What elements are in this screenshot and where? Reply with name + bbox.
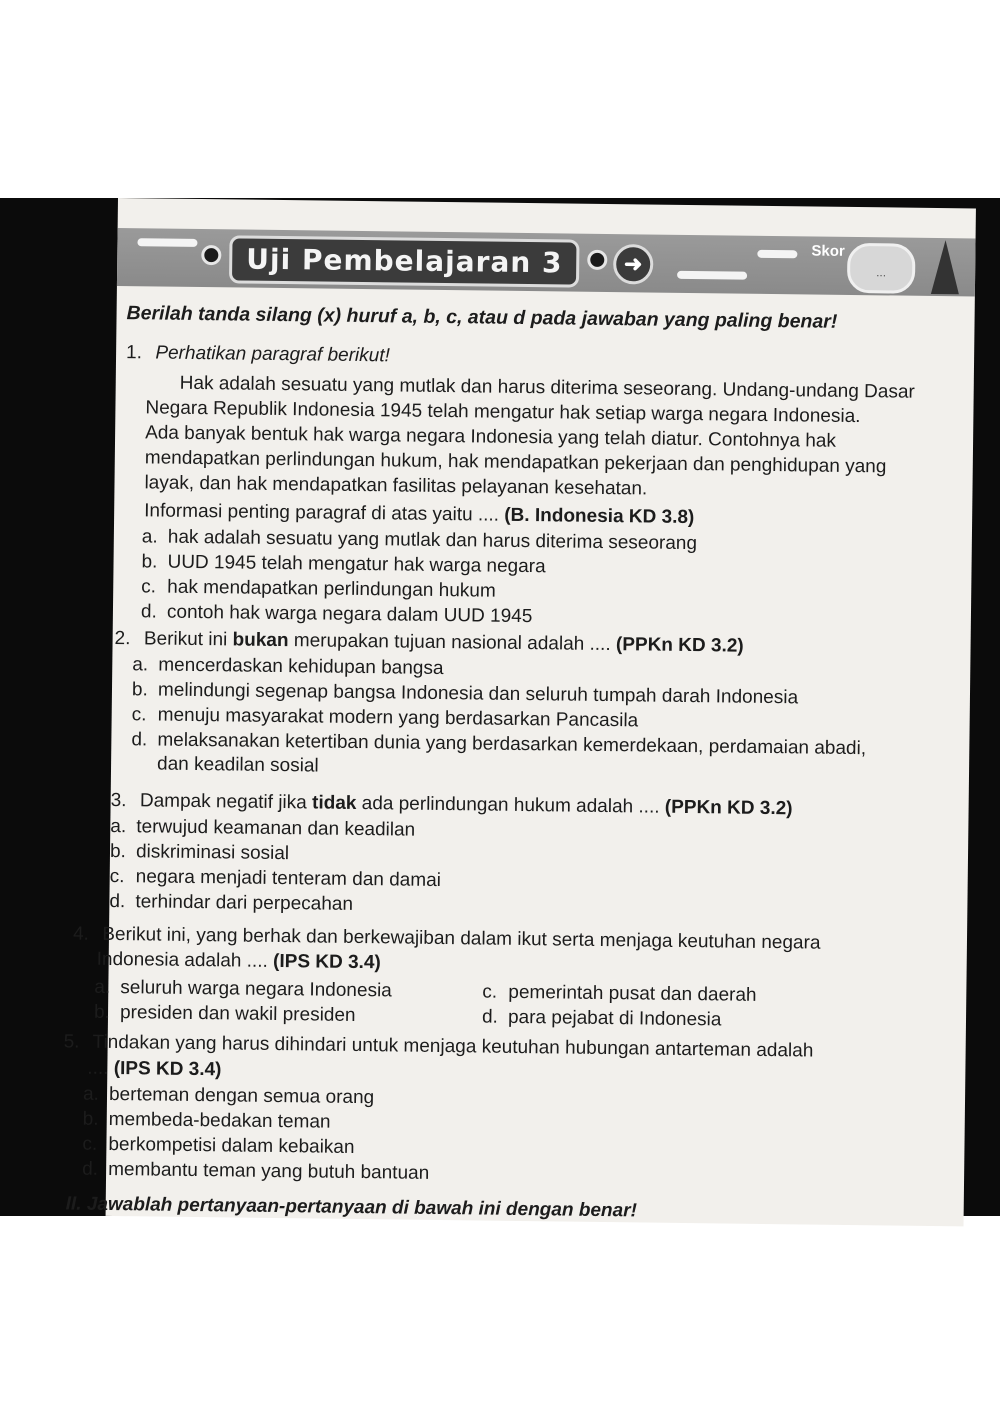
bullet-icon [201, 245, 221, 265]
option[interactable]: a. seluruh warga negara Indonesia [94, 976, 392, 1002]
option[interactable]: b. melindungi segenap bangsa Indonesia dan seluruh tumpah darah Indonesia [131, 679, 799, 709]
question-4: 4. Berikut ini, yang berhak dan berkewajiban dalam ikut serta menjaga keutuhan negara [72, 923, 821, 954]
bullet-icon [587, 250, 607, 270]
banner-title: Uji Pembelajaran 3 [229, 235, 580, 287]
option[interactable]: a. berteman dengan semua orang [82, 1083, 375, 1109]
question-4-line2: Indonesia adalah .... (IPS KD 3.4) [96, 948, 381, 974]
paragraph-line: Ada banyak bentuk hak warga negara Indonesia yang telah diatur. Contohnya hak [145, 422, 837, 452]
tree-icon [931, 240, 960, 294]
option[interactable]: d. contoh hak warga negara dalam UUD 1945 [140, 601, 533, 628]
question-1-prompt: Perhatikan paragraf berikut! [155, 342, 390, 367]
section-banner [117, 228, 976, 296]
option[interactable]: b. diskriminasi sosial [109, 840, 290, 865]
option[interactable]: d. para pejabat di Indonesia [481, 1006, 722, 1031]
option[interactable]: d. terhindar dari perpecahan [109, 890, 354, 915]
instruction: Berilah tanda silang (x) huruf a, b, c, atau d pada jawaban yang paling benar! [126, 302, 838, 333]
option[interactable]: d. melaksanakan ketertiban dunia yang berdasarkan kemerdekaan, perdamaian abadi, [131, 729, 867, 760]
arrow-right-icon: ➜ [613, 244, 653, 284]
cloud-decoration [677, 271, 747, 280]
question-5: 5. Tindakan yang harus dihindari untuk menjaga keutuhan hubungan antarteman adalah [63, 1031, 814, 1062]
option[interactable]: c. menuju masyarakat modern yang berdasarkan Pancasila [131, 704, 639, 732]
option[interactable]: a. terwujud keamanan dan keadilan [110, 815, 416, 841]
score-box[interactable]: ... [847, 243, 916, 294]
kd-tag: (B. Indonesia KD 3.8) [504, 504, 695, 529]
score-label: Skor [811, 242, 845, 260]
worksheet-page [63, 198, 976, 1226]
section-2-heading: II. Jawablah pertanyaan-pertanyaan di bawah ini dengan benar! [65, 1193, 637, 1222]
kd-tag: (PPKn KD 3.2) [664, 796, 793, 820]
question-2: 2. Berikut ini bukan merupakan tujuan nasional adalah .... (PPKn KD 3.2) [114, 627, 744, 657]
option[interactable]: c. pemerintah pusat dan daerah [482, 981, 757, 1006]
option[interactable]: b. presiden dan wakil presiden [93, 1001, 356, 1026]
cloud-decoration [757, 250, 797, 258]
kd-tag: (IPS KD 3.4) [113, 1058, 222, 1081]
option[interactable]: c. hak mendapatkan perlindungan hukum [141, 576, 496, 602]
question-5-line2: .... (IPS KD 3.4) [87, 1057, 222, 1081]
kd-tag: (PPKn KD 3.2) [615, 634, 744, 657]
option[interactable]: b. UUD 1945 telah mengatur hak warga negara [141, 551, 546, 578]
option[interactable]: a. mencerdaskan kehidupan bangsa [132, 654, 444, 680]
paragraph-line: mendapatkan perlindungan hukum, hak mendapatkan pekerjaan dan penghidupan yang [144, 447, 887, 478]
option-continuation: dan keadilan sosial [156, 753, 319, 777]
paragraph-line: Negara Republik Indonesia 1945 telah mengatur hak setiap warga negara Indonesia. [145, 397, 861, 428]
kd-tag: (IPS KD 3.4) [272, 950, 381, 974]
option[interactable]: c. negara menjadi tenteram dan damai [109, 865, 442, 891]
paragraph-line: layak, dan hak mendapatkan fasilitas pelayanan kesehatan. [144, 472, 648, 500]
question-1: 1. Perhatikan paragraf berikut! [125, 342, 390, 367]
paragraph-line: Hak adalah sesuatu yang mutlak dan harus diterima seseorang. Undang-undang Dasar [179, 372, 915, 403]
option[interactable]: b. membeda-bedakan teman [82, 1108, 331, 1133]
option[interactable]: d. membantu teman yang butuh bantuan [82, 1158, 430, 1184]
question-3: 3. Dampak negatif jika tidak ada perlindungan hukum adalah .... (PPKn KD 3.2) [110, 789, 793, 820]
option[interactable]: a. hak adalah sesuatu yang mutlak dan harus diterima seseorang [141, 526, 698, 555]
cloud-decoration [137, 238, 197, 247]
question-1-stem: Informasi penting paragraf di atas yaitu .... (B. Indonesia KD 3.8) [144, 500, 695, 529]
option[interactable]: c. berkompetisi dalam kebaikan [82, 1133, 355, 1158]
